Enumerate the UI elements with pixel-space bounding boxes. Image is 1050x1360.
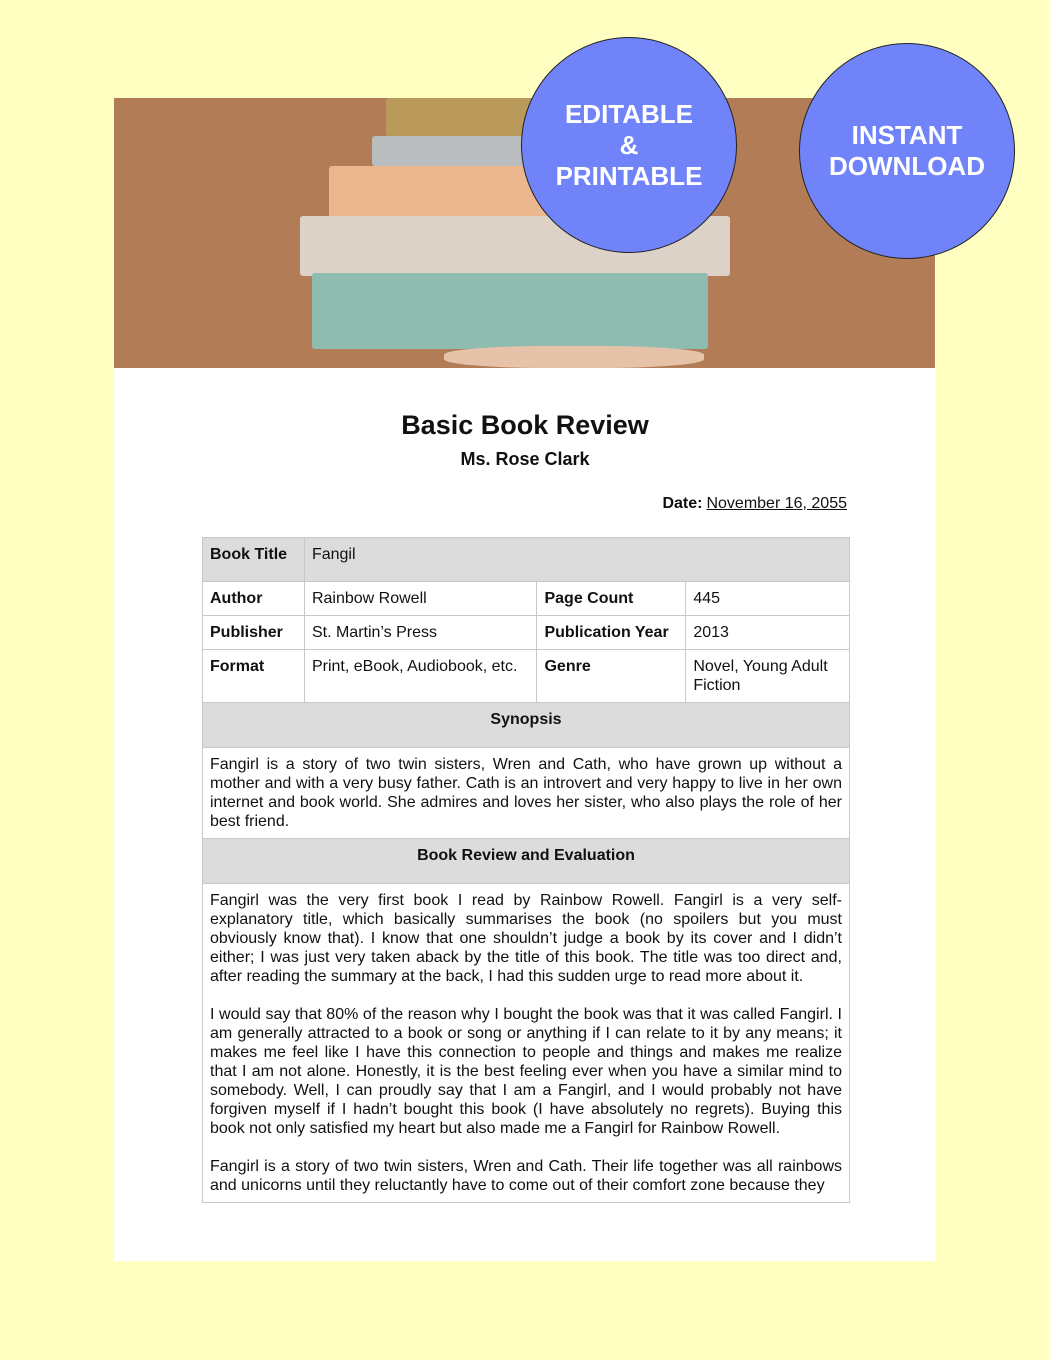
review-paragraph: Fangirl is a story of two twin sisters, Wren and Cath. Their life together was all rainbows and unicorns until they reluctantly have to come out of their comfort zone because they (210, 1158, 842, 1194)
synopsis-text[interactable]: Fangirl is a story of two twin sisters, Wren and Cath, who have grown up without a mother and with a very busy father. Cath is an introvert and very happy to live in her own internet and book world. She admires and loves her sister, who also plays the role of her best friend. (203, 748, 850, 839)
synopsis-header: Synopsis (203, 703, 850, 748)
publisher-value[interactable]: St. Martin’s Press (304, 616, 537, 650)
date-line (662, 495, 847, 513)
page-count-label: Page Count (537, 582, 686, 616)
instant-download-badge: INSTANT DOWNLOAD (799, 43, 1015, 259)
date-label: Date: (662, 495, 703, 512)
genre-value[interactable]: Novel, Young Adult Fiction (686, 650, 850, 703)
pub-year-value[interactable]: 2013 (686, 616, 850, 650)
book-title-value[interactable]: Fangil (304, 538, 849, 582)
format-value[interactable]: Print, eBook, Audiobook, etc. (304, 650, 537, 703)
genre-label: Genre (537, 650, 686, 703)
review-header: Book Review and Evaluation (203, 839, 850, 884)
publisher-label: Publisher (203, 616, 305, 650)
page-title: Basic Book Review (401, 410, 649, 440)
review-paragraph: Fangirl was the very first book I read by Rainbow Rowell. Fangirl is a very self-explanatory title, which basically summarises the book (no spoilers but you must obviously know that). I know that one shouldn’t judge a book by its cover and I didn’t either; I was just very taken aback by the title of this book. The title was too direct and, after reading the summary at the back, I had this sudden urge to read more about it. (210, 892, 842, 985)
review-text[interactable] (203, 884, 850, 1203)
editable-printable-badge: EDITABLE & PRINTABLE (521, 37, 737, 253)
date-value: November 16, 2055 (706, 495, 847, 512)
pub-year-label: Publication Year (537, 616, 686, 650)
author-value[interactable]: Rainbow Rowell (304, 582, 537, 616)
page-count-value[interactable]: 445 (686, 582, 850, 616)
format-label: Format (203, 650, 305, 703)
author-label: Author (203, 582, 305, 616)
review-paragraph: I would say that 80% of the reason why I bought the book was that it was called Fangirl. I am generally attracted to a book or song or anything if I can relate to it by any means; it makes me feel like I have this connection to people and things and makes me realize that I am not alone. Honestly, it is the best feeling ever when you have a similar mind to somebody. Well, I can proudly say that I am a Fangirl, and I would probably not have forgiven myself if I hadn’t bought this book (I have absolutely no regrets). Buying this book not only satisfied my heart but also made me a Fangirl for Rainbow Rowell. (210, 1006, 842, 1137)
book-title-label: Book Title (203, 538, 305, 582)
review-table (202, 537, 850, 1203)
author-name: Ms. Rose Clark (460, 449, 590, 469)
